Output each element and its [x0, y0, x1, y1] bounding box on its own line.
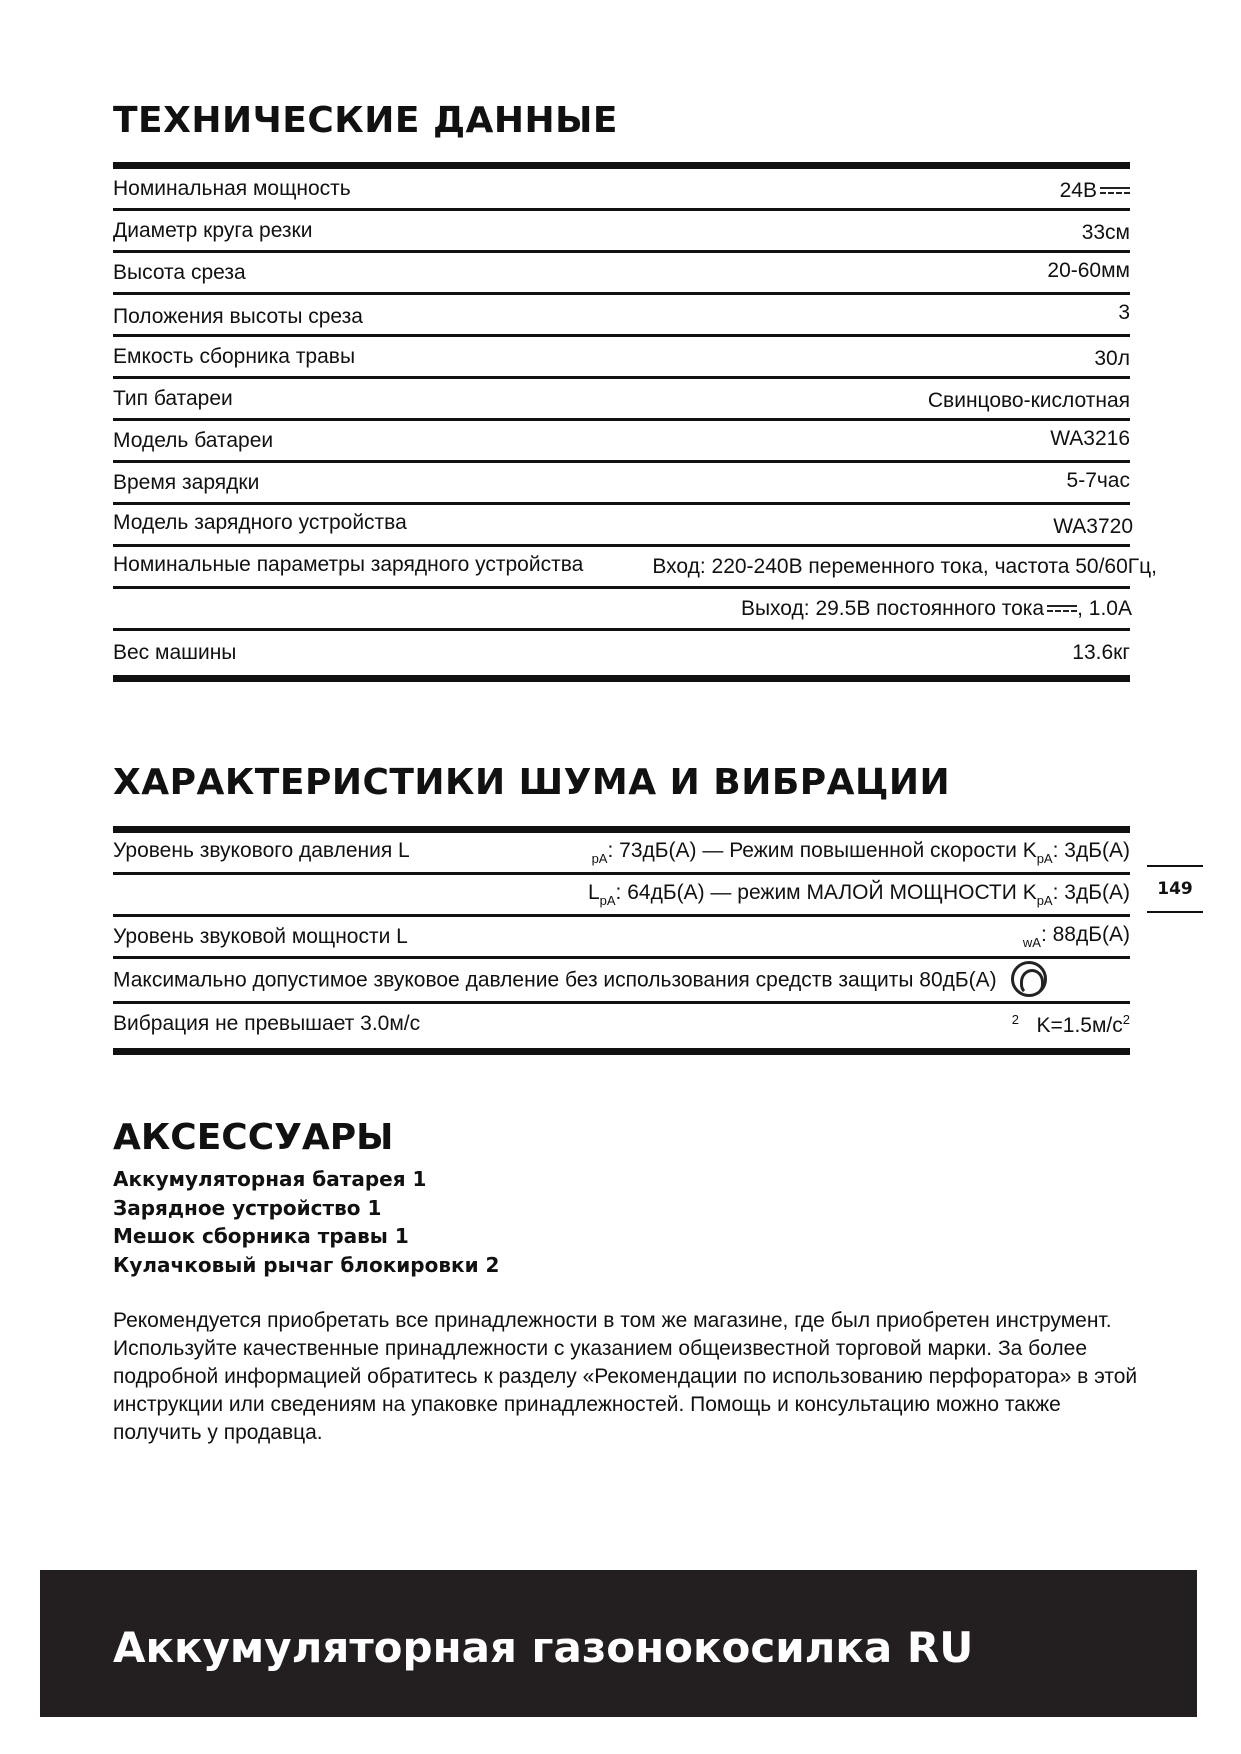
footer-title: Аккумуляторная газонокосилка RU [113, 1623, 974, 1672]
table-row: Уровень звуковой мощности L $_{wA}$: 88дБ(А) [113, 917, 1130, 959]
accessories-paragraph: Рекомендуется приобретать все принадлежности в том же магазине, где был приобретен инструмент. Используйте качественные принадлежности с указанием общеизвестной торговой марки. За более подробной информацией обратитесь к разделу «Рекомендации по использованию перфоратора» в этой инструкции или сведениям на упаковке принадлежностей. Помощь и консультацию можно также получить у продавца. [113, 1309, 1138, 1444]
list-item: Зарядное устройство 1 [113, 1195, 382, 1220]
page-number: 149 [1147, 865, 1203, 913]
list-item: Аккумуляторная батарея 1 [113, 1167, 427, 1191]
table-row: Диаметр круга резки 33см [113, 211, 1130, 253]
table-row: Выход: 29.5В постоянного тока , 1.0А [113, 589, 1130, 631]
accessories-list [113, 1165, 499, 1279]
table-row: $L_{pA}$: 64дБ(А) — режим МАЛОЙ МОЩНОСТИ $K_{pA}$: 3дБ(А) [113, 875, 1130, 917]
table-row: Вибрация не превышает 3.0м/с $^2$ $K=1.5м/с^2$ [113, 1012, 1130, 1037]
dc-current-icon [1100, 185, 1130, 197]
table-row: Уровень звукового давления L $_{pA}$: 73дБ(А) — Режим повышенной скорости $K_{pA}$: 3дБ(А) [113, 833, 1130, 875]
table-row: Высота среза 20-60мм [113, 253, 1130, 295]
table-row: Номинальная мощность 24В [113, 169, 1130, 211]
table-top-rule [113, 162, 1130, 169]
table-row: Модель зарядного устройства WA3720 [113, 505, 1130, 547]
table-row: Тип батареи Свинцово-кислотная [113, 379, 1130, 421]
table-top-rule [113, 826, 1130, 833]
dc-current-icon [1047, 603, 1077, 615]
table-row: Модель батареи WA3216 [113, 421, 1130, 463]
tech-section-title: ТЕХНИЧЕСКИЕ ДАННЫЕ [113, 100, 619, 141]
noise-section-title: ХАРАКТЕРИСТИКИ ШУМА И ВИБРАЦИИ [113, 762, 951, 803]
list-item: Мешок сборника травы 1 [113, 1224, 409, 1248]
table-bottom-rule [113, 1048, 1130, 1055]
table-row: Положения высоты среза 3 [113, 295, 1130, 337]
noise-table [113, 826, 1130, 1055]
table-row: Емкость сборника травы 30л [113, 337, 1130, 379]
accessories-section-title: АКСЕССУАРЫ [113, 1117, 394, 1158]
list-item: Кулачковый рычаг блокировки 2 [113, 1252, 500, 1277]
table-row: Максимально допустимое звуковое давление без использования средств защиты 80дБ(А) [113, 959, 1130, 1004]
table-bottom-rule [113, 675, 1130, 682]
table-row: Номинальные параметры зарядного устройства Вход: 220-240В переменного тока, частота 50/60Гц, [113, 547, 1130, 589]
ear-protection-icon [1011, 961, 1047, 997]
table-row: Вес машины 13.6кг [113, 641, 1130, 664]
footer-band [40, 1570, 1197, 1717]
table-row: Время зарядки 5-7час [113, 463, 1130, 505]
tech-table [113, 162, 1157, 682]
